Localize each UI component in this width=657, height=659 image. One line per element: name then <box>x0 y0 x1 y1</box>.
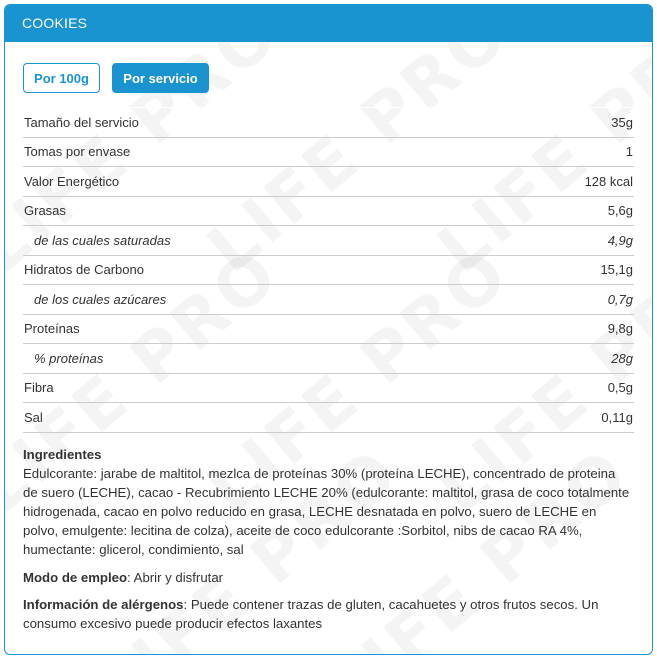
row-value: 0,11g <box>601 409 633 425</box>
row-value: 5,6g <box>607 203 633 219</box>
allergens-section <box>23 595 631 633</box>
ingredients-title: Ingredientes <box>23 447 102 462</box>
row-value: 128 kcal <box>584 173 633 189</box>
table-row-sub <box>23 344 634 374</box>
row-value: 15,1g <box>600 262 633 278</box>
serving-toggle <box>23 63 209 93</box>
usage-section <box>23 568 631 587</box>
table-row <box>23 256 634 286</box>
row-label: Tomas por envase <box>24 144 131 160</box>
row-label: Sal <box>24 409 43 425</box>
ingredients-text: Edulcorante: jarabe de maltitol, mezlca de proteínas 30% (proteína LECHE), concentrado de proteina de suero (LECHE), cacao - Recubrimiento LECHE 20% (edulcorante: maltitol, grasa de coco totalmente hidrogenada, cacao en polvo reducido en grasa, LECHE desnatada en polvo, suero de LECHE en polvo, emulgente: lecitina de colza), aceite de coco edulcorante :Sorbitol, nibs de cacao RA 4%, humectante: glicerol, condimiento, sal <box>23 466 630 557</box>
table-row <box>23 403 634 433</box>
row-value: 9,8g <box>607 321 633 337</box>
row-label: Valor Energético <box>24 173 120 189</box>
usage-text: : Abrir y disfrutar <box>127 570 224 585</box>
row-label: Hidratos de Carbono <box>24 262 144 278</box>
nutrition-panel <box>4 4 653 655</box>
row-value: 4,9g <box>607 232 633 248</box>
row-label: Grasas <box>24 203 66 219</box>
row-label: Fibra <box>24 380 54 396</box>
row-value: 0,7g <box>607 291 633 307</box>
panel-title: COOKIES <box>22 15 88 31</box>
row-value: 28g <box>611 350 633 366</box>
table-row <box>23 167 634 197</box>
row-label: Proteínas <box>24 321 80 337</box>
allergens-text: : Puede contener trazas de gluten, cacahuetes y otros frutos secos. Un consumo excesivo puede producir efectos laxantes <box>23 597 599 631</box>
table-row-sub <box>23 285 634 315</box>
row-label: % proteínas <box>34 350 104 366</box>
tab-per-100g[interactable]: Por 100g <box>23 63 100 93</box>
row-value: 1 <box>625 144 633 160</box>
usage-label: Modo de empleo <box>23 570 128 585</box>
row-value: 35g <box>611 114 633 130</box>
table-row <box>23 138 634 168</box>
tab-per-serving[interactable]: Por servicio <box>112 63 209 93</box>
table-row <box>23 108 634 138</box>
panel-header <box>5 5 652 42</box>
table-row <box>23 374 634 404</box>
table-row <box>23 197 634 227</box>
table-row-sub <box>23 226 634 256</box>
row-label: Tamaño del servicio <box>24 114 139 130</box>
nutrition-table <box>23 107 634 433</box>
row-value: 0,5g <box>607 380 633 396</box>
allergens-label: Información de alérgenos <box>23 597 184 612</box>
row-label: de los cuales azúcares <box>34 291 167 307</box>
row-label: de las cuales saturadas <box>34 232 171 248</box>
table-row <box>23 315 634 345</box>
